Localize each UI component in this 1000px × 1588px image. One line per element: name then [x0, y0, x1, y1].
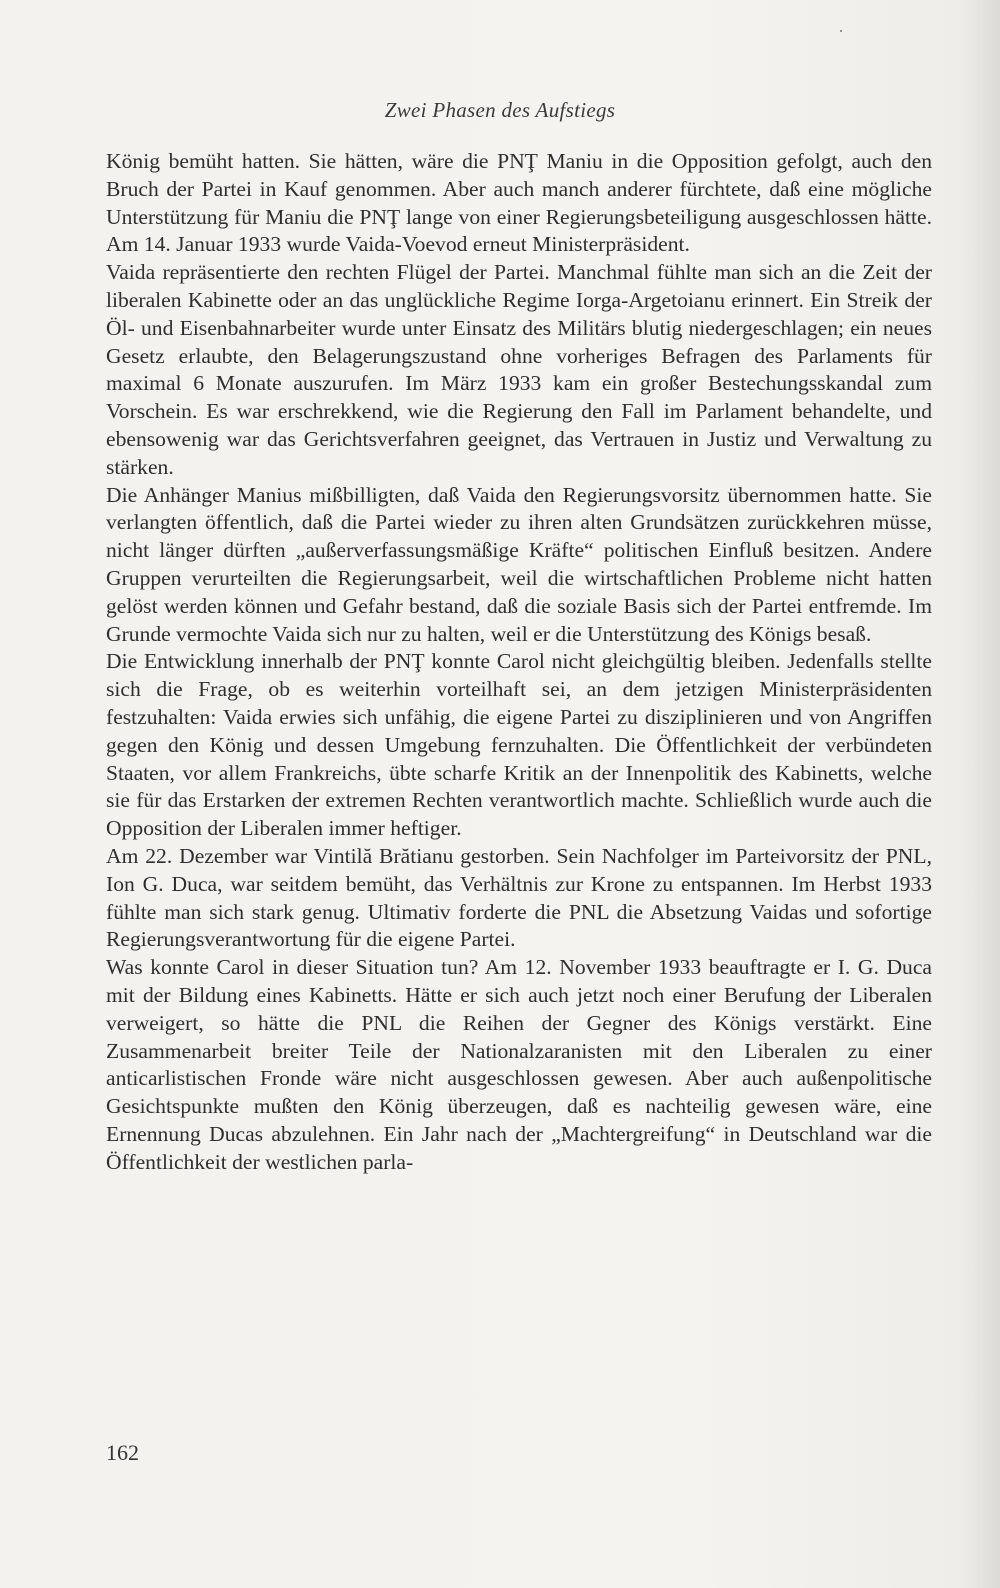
- paragraph: Vaida repräsentierte den rechten Flügel der Partei. Manchmal fühlte man sich an die Zeit der liberalen Kabinette oder an das unglückliche Regime Iorga-Argetoianu erinnert. Ein Streik der Öl- und Eisenbahnarbeiter wurde unter Einsatz des Militärs blutig niedergeschlagen; ein neues Gesetz erlaubte, den Belagerungszustand ohne vorheriges Befragen des Parlaments für maximal 6 Monate auszurufen. Im März 1933 kam ein großer Bestechungsskandal zum Vorschein. Es war erschrekkend, wie die Regierung den Fall im Parlament behandelte, und ebensowenig war das Gerichtsverfahren geeignet, das Vertrauen in Justiz und Verwaltung zu stärken.: [106, 260, 932, 479]
- paragraph: Am 22. Dezember war Vintilă Brătianu gestorben. Sein Nachfolger im Parteivorsitz der PNL, Ion G. Duca, war seitdem bemüht, das Verhältnis zur Krone zu entspannen. Im Herbst 1933 fühlte man sich stark genug. Ultimativ forderte die PNL die Absetzung Vaidas und sofortige Regierungsverantwortung für die eigene Partei.: [106, 843, 932, 952]
- page-number: 162: [106, 1440, 139, 1465]
- paragraph: Die Anhänger Manius mißbilligten, daß Vaida den Regierungsvorsitz übernommen hatte. Sie verlangten öffentlich, daß die Partei wieder zu ihren alten Grundsätzen zurückkehren müsse, nicht länger dürften „außerverfassungsmäßige Kräfte“ politischen Einfluß besitzen. Andere Gruppen verurteilten die Regierungsarbeit, weil die wirtschaftlichen Probleme nicht hatten gelöst werden können und Gefahr bestand, daß die soziale Basis sich der Partei entfremde. Im Grunde vermochte Vaida sich nur zu halten, weil er die Unterstützung des Königs besaß.: [106, 482, 932, 646]
- paragraph: Die Entwicklung innerhalb der PNŢ konnte Carol nicht gleichgültig bleiben. Jedenfalls stellte sich die Frage, ob es weiterhin vorteilhaft sei, an dem jetzigen Ministerpräsidenten festzuhalten: Vaida erwies sich unfähig, die eigene Partei zu disziplinieren und von Angriffen gegen den König und dessen Umgebung fernzuhalten. Die Öffentlichkeit der verbündeten Staaten, vor allem Frankreichs, übte scharfe Kritik an der Innenpolitik des Kabinetts, welche sie für das Erstarken der extremen Rechten verantwortlich machte. Schließlich wurde auch die Opposition der Liberalen immer heftiger.: [106, 649, 932, 841]
- paragraph: Was konnte Carol in dieser Situation tun? Am 12. November 1933 beauftragte er I. G. Duca mit der Bildung eines Kabinetts. Hätte er sich auch jetzt noch einer Berufung der Liberalen verweigert, so hätte die PNL die Reihen der Gegner des Königs verstärkt. Eine Zusammenarbeit breiter Teile der Nationalzaranisten mit den Liberalen zu einer anticarlistischen Fronde wäre nicht ausgeschlossen gewesen. Aber auch außenpolitische Gesichtspunkte mußten den König überzeugen, daß es nachteilig gewesen wäre, eine Ernennung Ducas abzulehnen. Ein Jahr nach der „Machtergreifung“ in Deutschland war die Öffentlichkeit der westlichen parla-: [106, 955, 932, 1174]
- running-head: Zwei Phasen des Aufstiegs: [384, 98, 616, 122]
- paragraph: König bemüht hatten. Sie hätten, wäre die PNŢ Maniu in die Opposition gefolgt, auch den Bruch der Partei in Kauf genommen. Aber auch manch anderer fürchtete, daß eine mögliche Unterstützung für Maniu die PNŢ lange von einer Regierungsbeteiligung ausgeschlossen hätte. Am 14. Januar 1933 wurde Vaida-Voevod erneut Ministerpräsident.: [106, 149, 932, 257]
- body-text: [106, 148, 932, 1176]
- paper-speck: [840, 30, 842, 32]
